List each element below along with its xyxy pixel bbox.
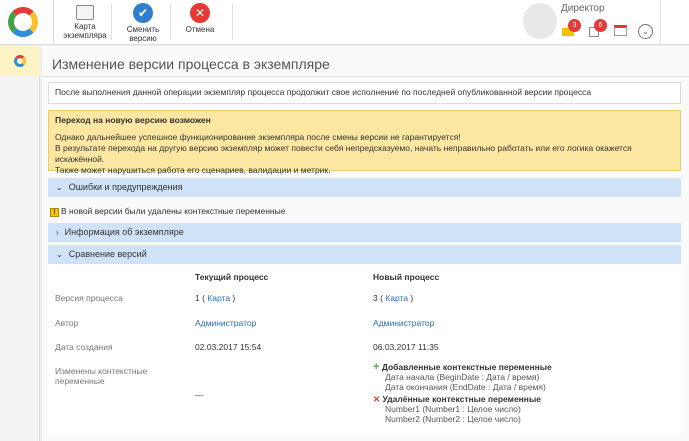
current-version: 1 ( Карта ) [195,293,236,303]
chevron-down-icon: ⌄ [56,183,63,192]
divider [44,0,54,45]
section-compare[interactable] [48,245,681,264]
user-name[interactable]: Директор [561,3,605,14]
check-icon: ✔ [133,3,153,23]
version-number: 1 [195,293,200,303]
section-title: Информация об экземпляре [64,227,184,237]
current-date: 02.03.2017 15:54 [195,342,262,352]
added-var: Дата начала (BeginDate : Дата / время) [385,372,540,382]
row-label: Автор [55,318,79,328]
sidebar-item-processes[interactable] [0,46,40,76]
removed-var: Number1 (Number1 : Целое число) [385,404,521,414]
page-title: Изменение версии процесса в экземпляре [52,56,330,72]
new-vars [373,362,552,424]
warning-line: Также может нарушиться работа его сценариев, валидации и метрик. [55,165,331,175]
app-logo[interactable] [8,7,38,37]
row-label: Дата создания [55,342,113,352]
version-number: 3 [373,293,378,303]
new-version: 3 ( Карта ) [373,293,414,303]
column-header: Новый процесс [373,272,440,282]
warning-line: В результате перехода на другую версию экземпляр может повести себя непредсказуемо, начать неправильно работать или его логика окажется искажённой. [55,143,632,164]
warning-line: Однако дальнейшее успешное функционирование экземпляра после смены версии не гарантируется! [55,132,461,142]
author-link[interactable]: Администратор [195,318,257,328]
calendar-icon[interactable] [614,25,627,36]
main-content [42,46,689,441]
author-link[interactable]: Администратор [373,318,435,328]
column-header: Текущий процесс [195,272,269,282]
new-date: 06.03.2017 11:35 [373,342,439,352]
change-version-label: Сменить версию [126,25,160,43]
compare-table [48,264,681,434]
section-instance-info[interactable] [48,223,681,242]
row-label: Изменены контекстные переменные [55,366,148,386]
remove-icon: ✕ [373,394,381,404]
warning-box [48,110,681,175]
added-var: Дата окончания (EndDate : Дата / время) [385,382,546,392]
added-title: Добавленные контекстные переменные [381,362,552,372]
removed-var: Number2 (Number2 : Целое число) [385,414,521,424]
instance-map-label: Карта экземпляра [63,22,107,40]
section-errors[interactable] [48,178,681,197]
map-link[interactable]: Карта [385,293,409,303]
cancel-button[interactable] [178,0,222,45]
close-icon: ✕ [190,3,210,23]
mail-badge: 3 [568,19,581,32]
current-vars: — [195,390,204,400]
change-version-button[interactable] [117,0,169,45]
warning-icon: ! [50,208,59,217]
chevron-down-icon[interactable]: ⌄ [638,24,653,39]
info-message: После выполнения данной операции экземпляр процесса продолжит свое исполнение по последней опубликованной версии процесса [48,82,681,104]
chevron-down-icon: ⌄ [56,250,63,259]
plus-icon: + [373,361,380,373]
avatar[interactable] [523,3,557,39]
cancel-label: Отмена [185,25,215,34]
tasks-badge: 6 [594,19,607,32]
errors-text: В новой версии были удалены контекстные переменные [61,206,286,216]
process-icon [14,55,26,67]
instance-map-button[interactable] [60,0,110,45]
map-link[interactable]: Карта [207,293,231,303]
sidebar [0,46,40,441]
map-icon [76,5,94,20]
warning-title: Переход на новую версию возможен [55,115,211,125]
section-title: Ошибки и предупреждения [68,182,183,192]
toolbar [0,0,689,45]
errors-message [50,206,285,217]
row-label: Версия процесса [55,293,123,303]
removed-title: Удалённые контекстные переменные [382,394,541,404]
section-title: Сравнение версий [68,249,147,259]
chevron-right-icon: › [56,228,59,237]
